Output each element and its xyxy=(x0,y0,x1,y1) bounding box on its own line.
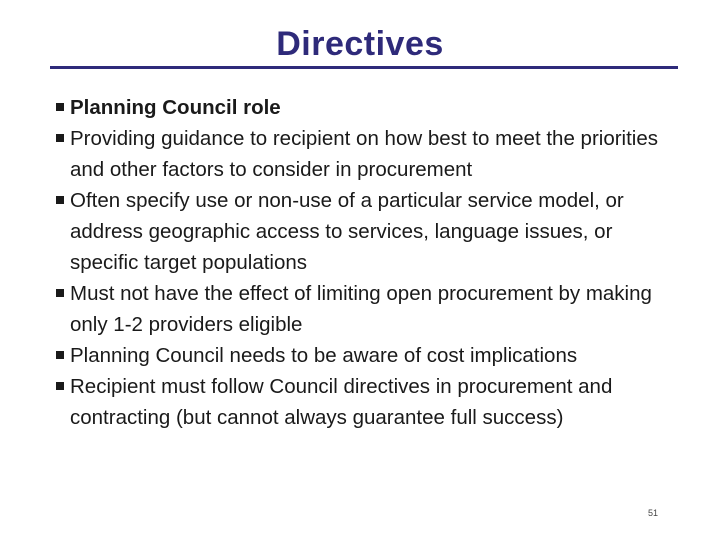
bullet-text: Must not have the effect of limiting open procurement by making only 1-2 providers eligible xyxy=(70,282,652,336)
title-underline xyxy=(50,66,678,69)
bullet-item xyxy=(56,340,676,371)
bullet-item xyxy=(56,278,676,340)
slide-title: Directives xyxy=(276,25,444,63)
square-bullet-icon xyxy=(56,196,64,204)
square-bullet-icon xyxy=(56,103,64,111)
bullet-text: Planning Council needs to be aware of cost implications xyxy=(70,344,578,367)
bullet-item xyxy=(56,92,676,123)
bullet-item xyxy=(56,123,676,185)
bullet-text: Often specify use or non-use of a particular service model, or address geographic access to services, language issues, or specific target populations xyxy=(70,189,624,274)
square-bullet-icon xyxy=(56,382,64,390)
bullet-text: Planning Council role xyxy=(70,96,281,119)
bullet-item xyxy=(56,185,676,278)
square-bullet-icon xyxy=(56,134,64,142)
square-bullet-icon xyxy=(56,289,64,297)
bullet-text: Providing guidance to recipient on how best to meet the priorities and other factors to consider in procurement xyxy=(70,127,659,181)
bullet-text: Recipient must follow Council directives in procurement and contracting (but cannot always guarantee full success) xyxy=(70,375,613,429)
bullet-list xyxy=(56,92,676,433)
bullet-item xyxy=(56,371,676,433)
square-bullet-icon xyxy=(56,351,64,359)
page-number: 51 xyxy=(648,508,659,518)
